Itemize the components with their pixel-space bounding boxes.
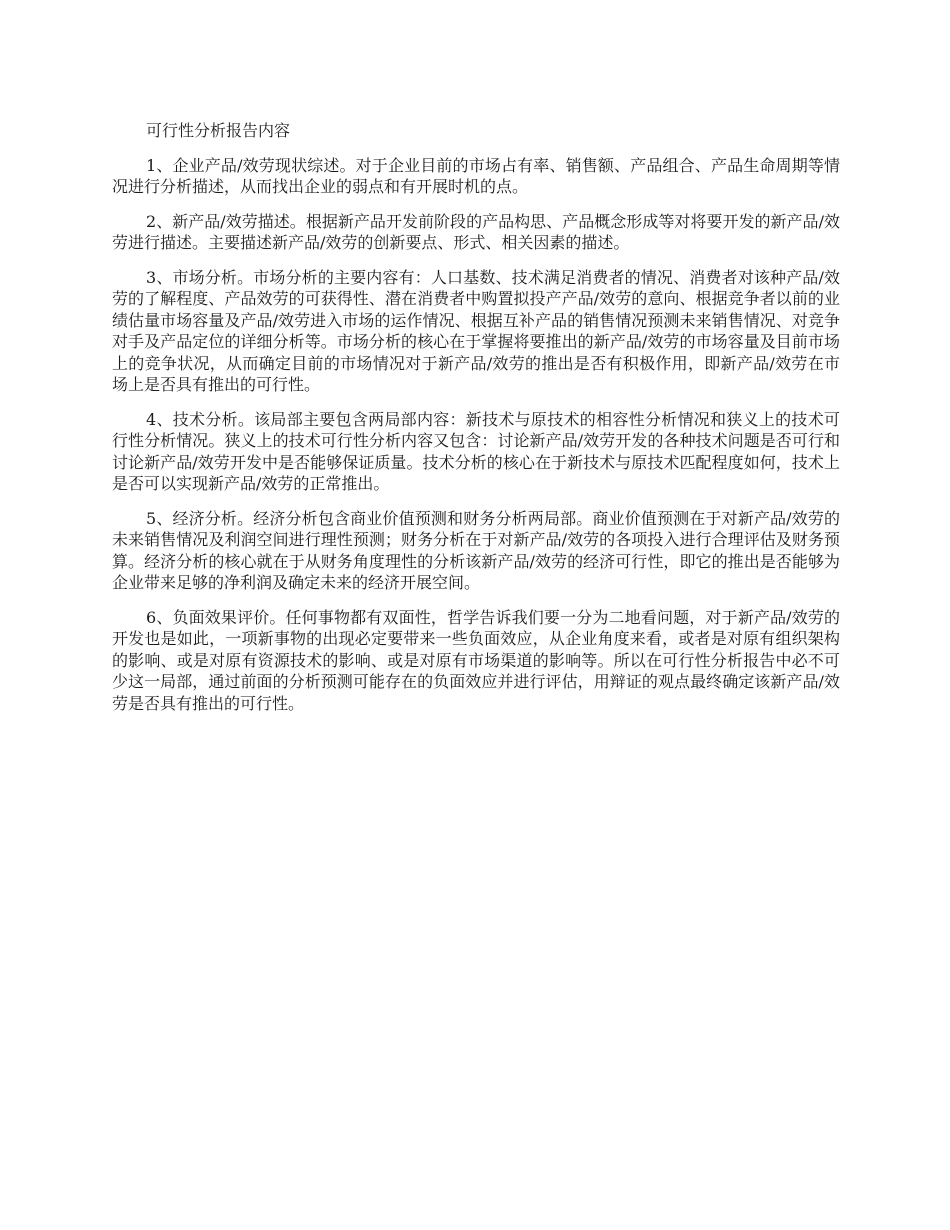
paragraph-2: 2、新产品/效劳描述。根据新产品开发前阶段的产品构思、产品概念形成等对将要开发的新产品/效劳进行描述。主要描述新产品/效劳的创新要点、形式、相关因素的描述。 [112, 211, 840, 252]
paragraph-4: 4、技术分析。该局部主要包含两局部内容：新技术与原技术的相容性分析情况和狭义上的技术可行性分析情况。狭义上的技术可行性分析内容又包含：讨论新产品/效劳开发的各种技术问题是否可行和讨论新产品/效劳开发中是否能够保证质量。技术分析的核心在于新技术与原技术匹配程度如何，技术上是否可以实现新产品/效劳的正常推出。 [112, 409, 840, 493]
document-page [112, 120, 840, 727]
paragraph-6: 6、负面效果评价。任何事物都有双面性，哲学告诉我们要一分为二地看问题，对于新产品/效劳的开发也是如此，一项新事物的出现必定要带来一些负面效应，从企业角度来看，或者是对原有组织架构的影响、或是对原有资源技术的影响、或是对原有市场渠道的影响等。所以在可行性分析报告中必不可少这一局部，通过前面的分析预测可能存在的负面效应并进行评估，用辩证的观点最终确定该新产品/效劳是否具有推出的可行性。 [112, 607, 840, 713]
document-title: 可行性分析报告内容 [146, 121, 291, 140]
paragraph-5: 5、经济分析。经济分析包含商业价值预测和财务分析两局部。商业价值预测在于对新产品/效劳的未来销售情况及利润空间进行理性预测；财务分析在于对新产品/效劳的各项投入进行合理评估及财务预算。经济分析的核心就在于从财务角度理性的分析该新产品/效劳的经济可行性，即它的推出是否能够为企业带来足够的净利润及确定未来的经济开展空间。 [112, 508, 840, 592]
paragraph-3: 3、市场分析。市场分析的主要内容有：人口基数、技术满足消费者的情况、消费者对该种产品/效劳的了解程度、产品效劳的可获得性、潜在消费者中购置拟投产产品/效劳的意向、根据竞争者以前的业绩估量市场容量及产品/效劳进入市场的运作情况、根据互补产品的销售情况预测未来销售情况、对竞争对手及产品定位的详细分析等。市场分析的核心在于掌握将要推出的新产品/效劳的市场容量及目前市场上的竞争状况，从而确定目前的市场情况对于新产品/效劳的推出是否有积极作用，即新产品/效劳在市场上是否具有推出的可行性。 [112, 267, 840, 394]
paragraph-1: 1、企业产品/效劳现状综述。对于企业目前的市场占有率、销售额、产品组合、产品生命周期等情况进行分析描述，从而找出企业的弱点和有开展时机的点。 [112, 155, 840, 196]
